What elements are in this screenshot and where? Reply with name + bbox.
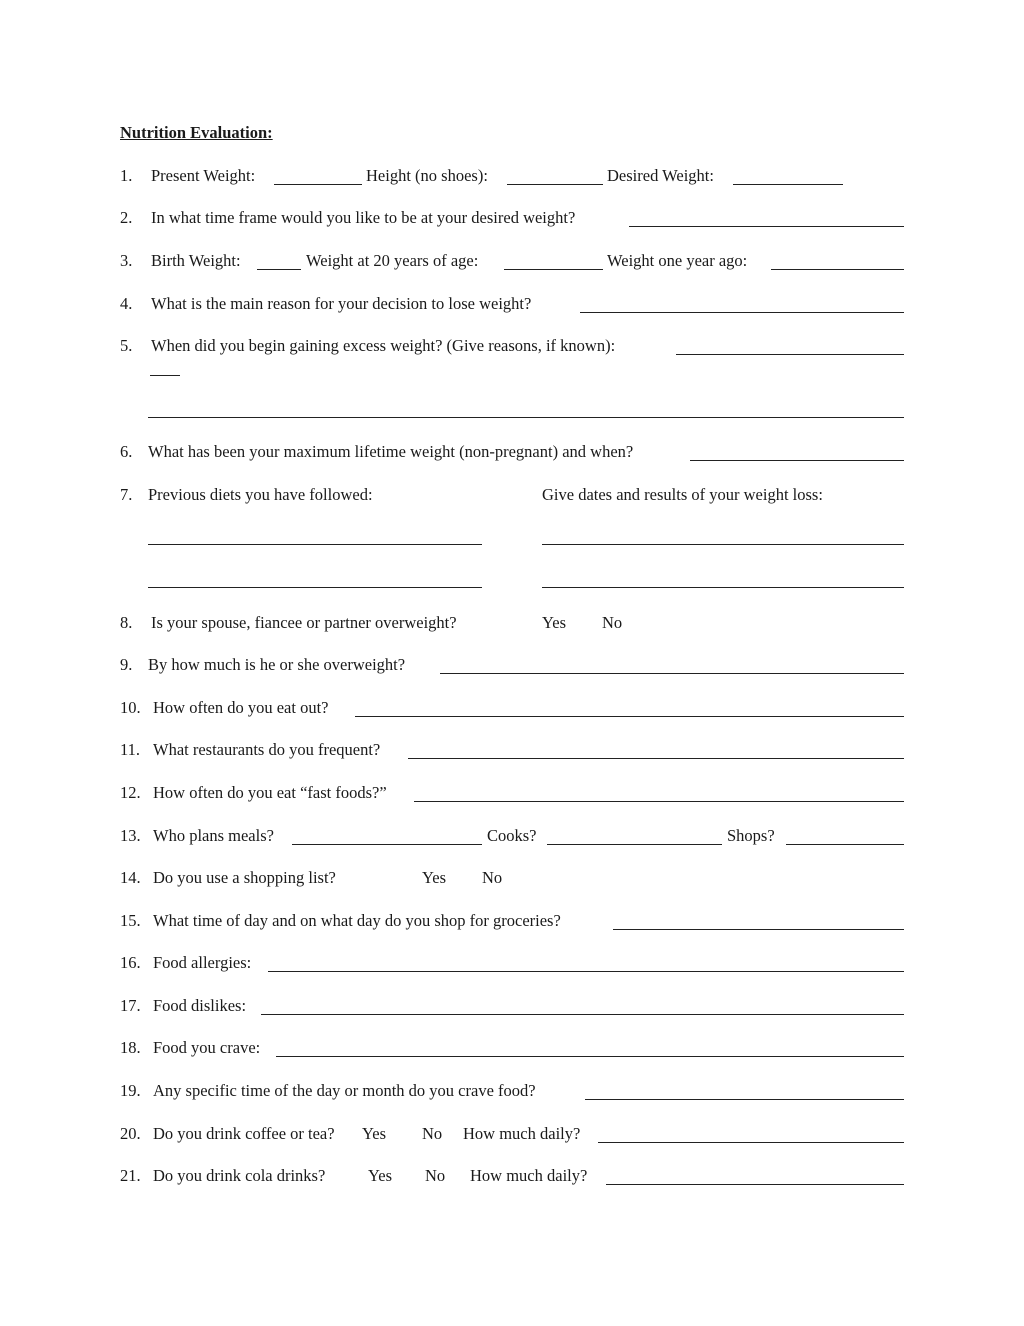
q10-field[interactable] [355, 716, 904, 717]
q3-number: 3. [120, 251, 133, 270]
q17-field[interactable] [261, 1014, 904, 1015]
q15-label: What time of day and on what day do you shop for groceries? [153, 911, 561, 930]
q19-number: 19. [120, 1081, 141, 1100]
q14-number: 14. [120, 868, 141, 887]
q4-field[interactable] [580, 312, 904, 313]
q21-yes-option[interactable]: Yes [368, 1166, 393, 1185]
q7-right-label: Give dates and results of your weight loss: [542, 485, 823, 504]
q7-left-label: Previous diets you have followed: [148, 485, 373, 504]
q3-weight-20-field[interactable] [504, 269, 603, 270]
q10-number: 10. [120, 698, 141, 717]
q12-label: How often do you eat “fast foods?” [153, 783, 387, 802]
q20-amount-label: How much daily? [463, 1124, 581, 1143]
q16-field[interactable] [268, 971, 904, 972]
q1-number: 1. [120, 166, 133, 185]
q7-diets-field-2[interactable] [148, 587, 482, 588]
q18-field[interactable] [276, 1056, 904, 1057]
q16-label: Food allergies: [153, 953, 252, 972]
q13-shops-label: Shops? [727, 826, 775, 845]
q10-label: How often do you eat out? [153, 698, 329, 717]
q1-height-label: Height (no shoes): [366, 166, 488, 185]
q4-label: What is the main reason for your decision to lose weight? [151, 294, 532, 313]
q5-field-line1-wrap[interactable] [150, 375, 180, 376]
q18-number: 18. [120, 1038, 141, 1057]
q14-label: Do you use a shopping list? [153, 868, 336, 887]
q15-field[interactable] [613, 929, 904, 930]
q8-yes-option[interactable]: Yes [542, 613, 567, 632]
q20-label: Do you drink coffee or tea? [153, 1124, 335, 1143]
q20-no-option[interactable]: No [422, 1124, 443, 1143]
q21-number: 21. [120, 1166, 141, 1185]
q3-birth-weight-label: Birth Weight: [151, 251, 241, 270]
q20-amount-field[interactable] [598, 1142, 904, 1143]
q2-number: 2. [120, 208, 133, 227]
q6-label: What has been your maximum lifetime weight (non-pregnant) and when? [148, 442, 634, 461]
q1-desired-weight-field[interactable] [733, 184, 843, 185]
q2-field[interactable] [629, 226, 904, 227]
q3-weight-20-label: Weight at 20 years of age: [306, 251, 479, 270]
q7-diets-field-1[interactable] [148, 544, 482, 545]
q20-number: 20. [120, 1124, 141, 1143]
q15-number: 15. [120, 911, 141, 930]
q1-height-field[interactable] [507, 184, 603, 185]
q13-number: 13. [120, 826, 141, 845]
q5-field-line2[interactable] [148, 417, 904, 418]
q21-amount-field[interactable] [606, 1184, 904, 1185]
q5-number: 5. [120, 336, 133, 355]
q4-number: 4. [120, 294, 133, 313]
q6-number: 6. [120, 442, 133, 461]
q9-field[interactable] [440, 673, 904, 674]
q8-label: Is your spouse, fiancee or partner overweight? [151, 613, 457, 632]
q21-amount-label: How much daily? [470, 1166, 588, 1185]
q9-number: 9. [120, 655, 133, 674]
q1-present-weight-label: Present Weight: [151, 166, 256, 185]
q3-birth-weight-field[interactable] [257, 269, 301, 270]
q21-no-option[interactable]: No [425, 1166, 446, 1185]
q1-desired-weight-label: Desired Weight: [607, 166, 714, 185]
q14-yes-option[interactable]: Yes [422, 868, 447, 887]
q8-no-option[interactable]: No [602, 613, 623, 632]
q7-results-field-2[interactable] [542, 587, 904, 588]
q11-label: What restaurants do you frequent? [153, 740, 381, 759]
q7-results-field-1[interactable] [542, 544, 904, 545]
q12-number: 12. [120, 783, 141, 802]
q7-number: 7. [120, 485, 133, 504]
q6-field[interactable] [690, 460, 904, 461]
q20-yes-option[interactable]: Yes [362, 1124, 387, 1143]
q3-weight-year-ago-field[interactable] [771, 269, 904, 270]
q19-label: Any specific time of the day or month do you crave food? [153, 1081, 536, 1100]
q13-shops-field[interactable] [786, 844, 904, 845]
q18-label: Food you crave: [153, 1038, 261, 1057]
q2-label: In what time frame would you like to be at your desired weight? [151, 208, 576, 227]
q19-field[interactable] [585, 1099, 904, 1100]
q21-label: Do you drink cola drinks? [153, 1166, 326, 1185]
q17-label: Food dislikes: [153, 996, 247, 1015]
q14-no-option[interactable]: No [482, 868, 503, 887]
q17-number: 17. [120, 996, 141, 1015]
q8-number: 8. [120, 613, 133, 632]
q12-field[interactable] [414, 801, 904, 802]
q5-field-line1[interactable] [676, 354, 904, 355]
q16-number: 16. [120, 953, 141, 972]
q3-weight-year-ago-label: Weight one year ago: [607, 251, 748, 270]
q13-plans-label: Who plans meals? [153, 826, 274, 845]
q11-number: 11. [120, 740, 141, 759]
q9-label: By how much is he or she overweight? [148, 655, 406, 674]
q13-cooks-field[interactable] [547, 844, 722, 845]
q5-label: When did you begin gaining excess weight? (Give reasons, if known): [151, 336, 616, 355]
q1-present-weight-field[interactable] [274, 184, 362, 185]
form-title: Nutrition Evaluation: [120, 123, 273, 142]
q13-cooks-label: Cooks? [487, 826, 537, 845]
q13-plans-field[interactable] [292, 844, 482, 845]
q11-field[interactable] [408, 758, 904, 759]
